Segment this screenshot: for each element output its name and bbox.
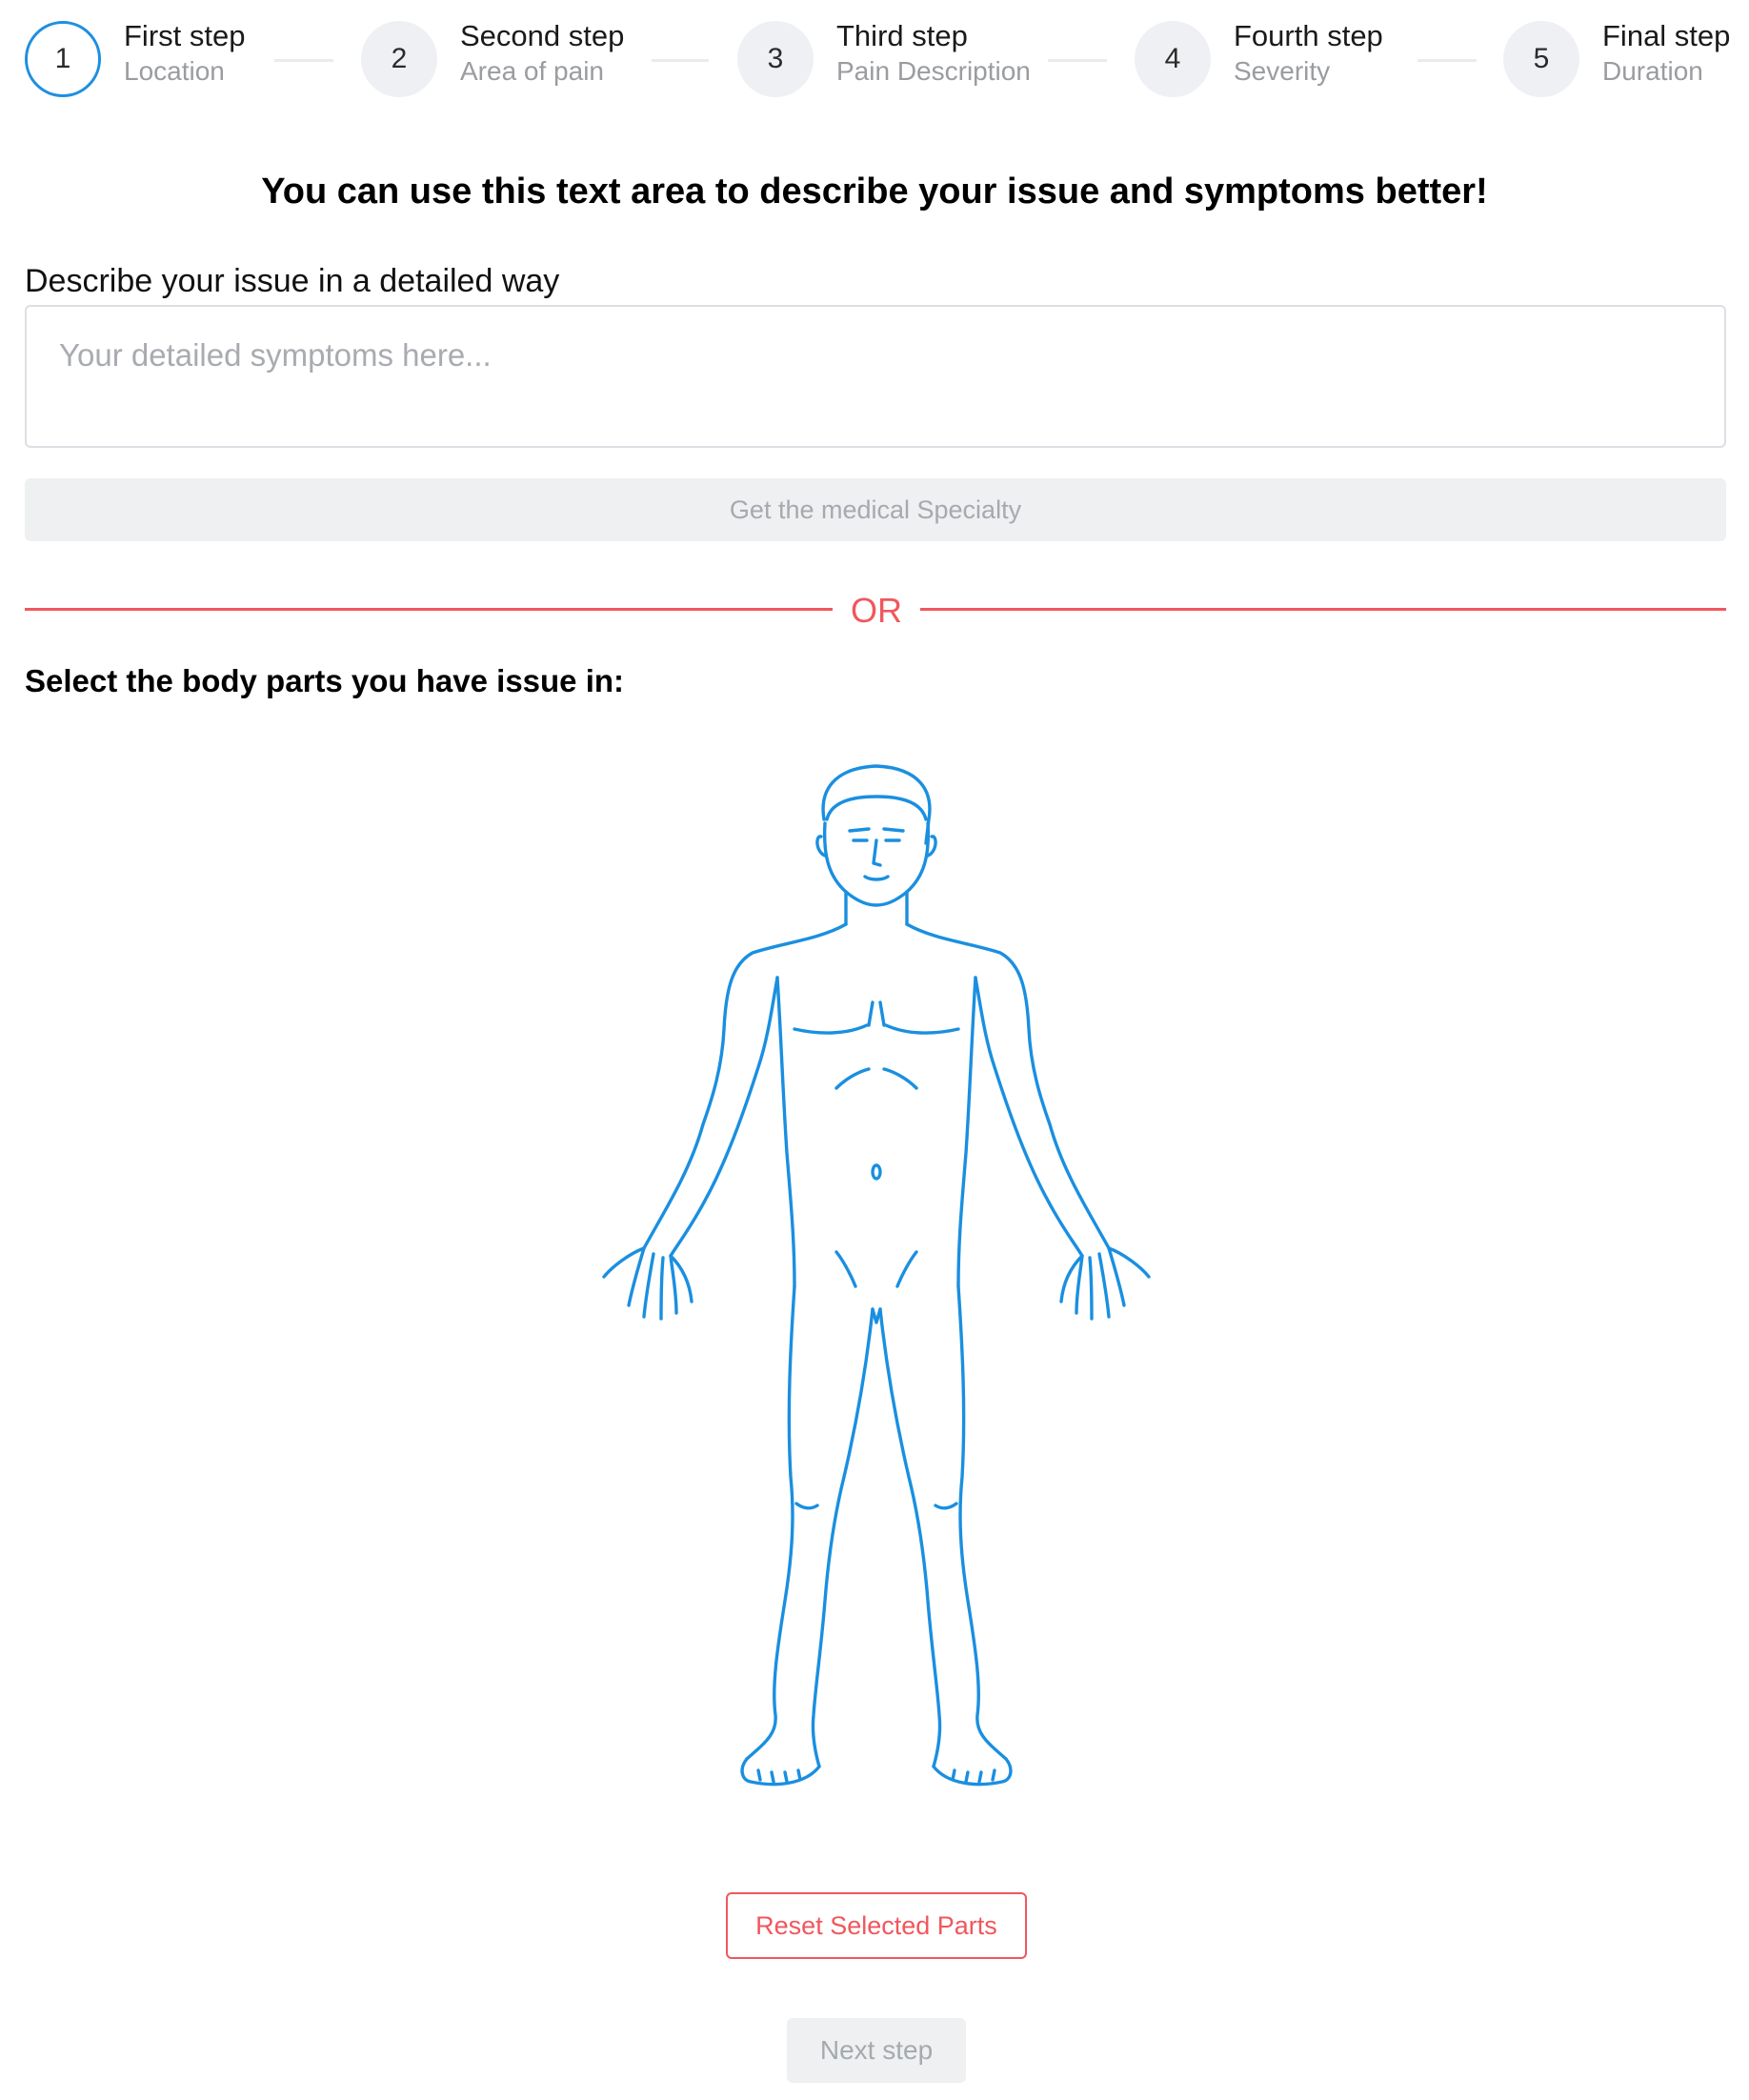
body-part-left-arm[interactable] bbox=[629, 943, 777, 1324]
or-label: OR bbox=[851, 591, 902, 630]
intro-heading: You can use this text area to describe your issue and symptoms better! bbox=[261, 172, 1488, 212]
step-connector bbox=[1048, 59, 1107, 62]
body-part-left-leg[interactable] bbox=[743, 1315, 874, 1791]
step-1-title: First step bbox=[124, 19, 246, 52]
or-divider bbox=[25, 585, 1726, 636]
body-part-head[interactable] bbox=[815, 762, 937, 915]
step-5-title: Final step bbox=[1602, 19, 1731, 52]
step-1-number: 1 bbox=[25, 21, 101, 97]
body-part-right-arm[interactable] bbox=[975, 943, 1124, 1324]
step-5-subtitle: Duration bbox=[1602, 56, 1703, 86]
step-connector bbox=[652, 59, 709, 62]
body-part-chest[interactable] bbox=[777, 924, 975, 1105]
body-part-abdomen[interactable] bbox=[785, 1105, 968, 1315]
step-3-title: Third step bbox=[836, 19, 968, 52]
step-3-subtitle: Pain Description bbox=[836, 56, 1031, 86]
step-4-subtitle: Severity bbox=[1234, 56, 1331, 86]
symptoms-textarea-container bbox=[25, 305, 1726, 448]
reset-selected-parts-button[interactable]: Reset Selected Parts bbox=[726, 1892, 1027, 1959]
symptoms-field-label: Describe your issue in a detailed way bbox=[25, 263, 560, 299]
step-4-number: 4 bbox=[1135, 21, 1211, 97]
body-outline-icon bbox=[591, 753, 1162, 1820]
step-3-number: 3 bbox=[737, 21, 814, 97]
divider-line-right bbox=[920, 608, 1726, 611]
divider-line-left bbox=[25, 608, 833, 611]
step-connector bbox=[274, 59, 333, 62]
step-1-subtitle: Location bbox=[124, 56, 225, 86]
stepper bbox=[25, 17, 1730, 103]
body-part-right-leg[interactable] bbox=[878, 1315, 1010, 1791]
next-step-button[interactable]: Next step bbox=[787, 2018, 966, 2083]
body-map[interactable] bbox=[591, 753, 1162, 1820]
symptoms-textarea[interactable] bbox=[27, 307, 1724, 446]
step-connector bbox=[1417, 59, 1477, 62]
body-selector-heading: Select the body parts you have issue in: bbox=[25, 663, 625, 698]
step-2-number: 2 bbox=[361, 21, 437, 97]
step-2-subtitle: Area of pain bbox=[460, 56, 604, 86]
step-2-title: Second step bbox=[460, 19, 625, 52]
step-5-number: 5 bbox=[1503, 21, 1579, 97]
get-medical-specialty-button[interactable]: Get the medical Specialty bbox=[25, 478, 1726, 541]
step-4-title: Fourth step bbox=[1234, 19, 1383, 52]
